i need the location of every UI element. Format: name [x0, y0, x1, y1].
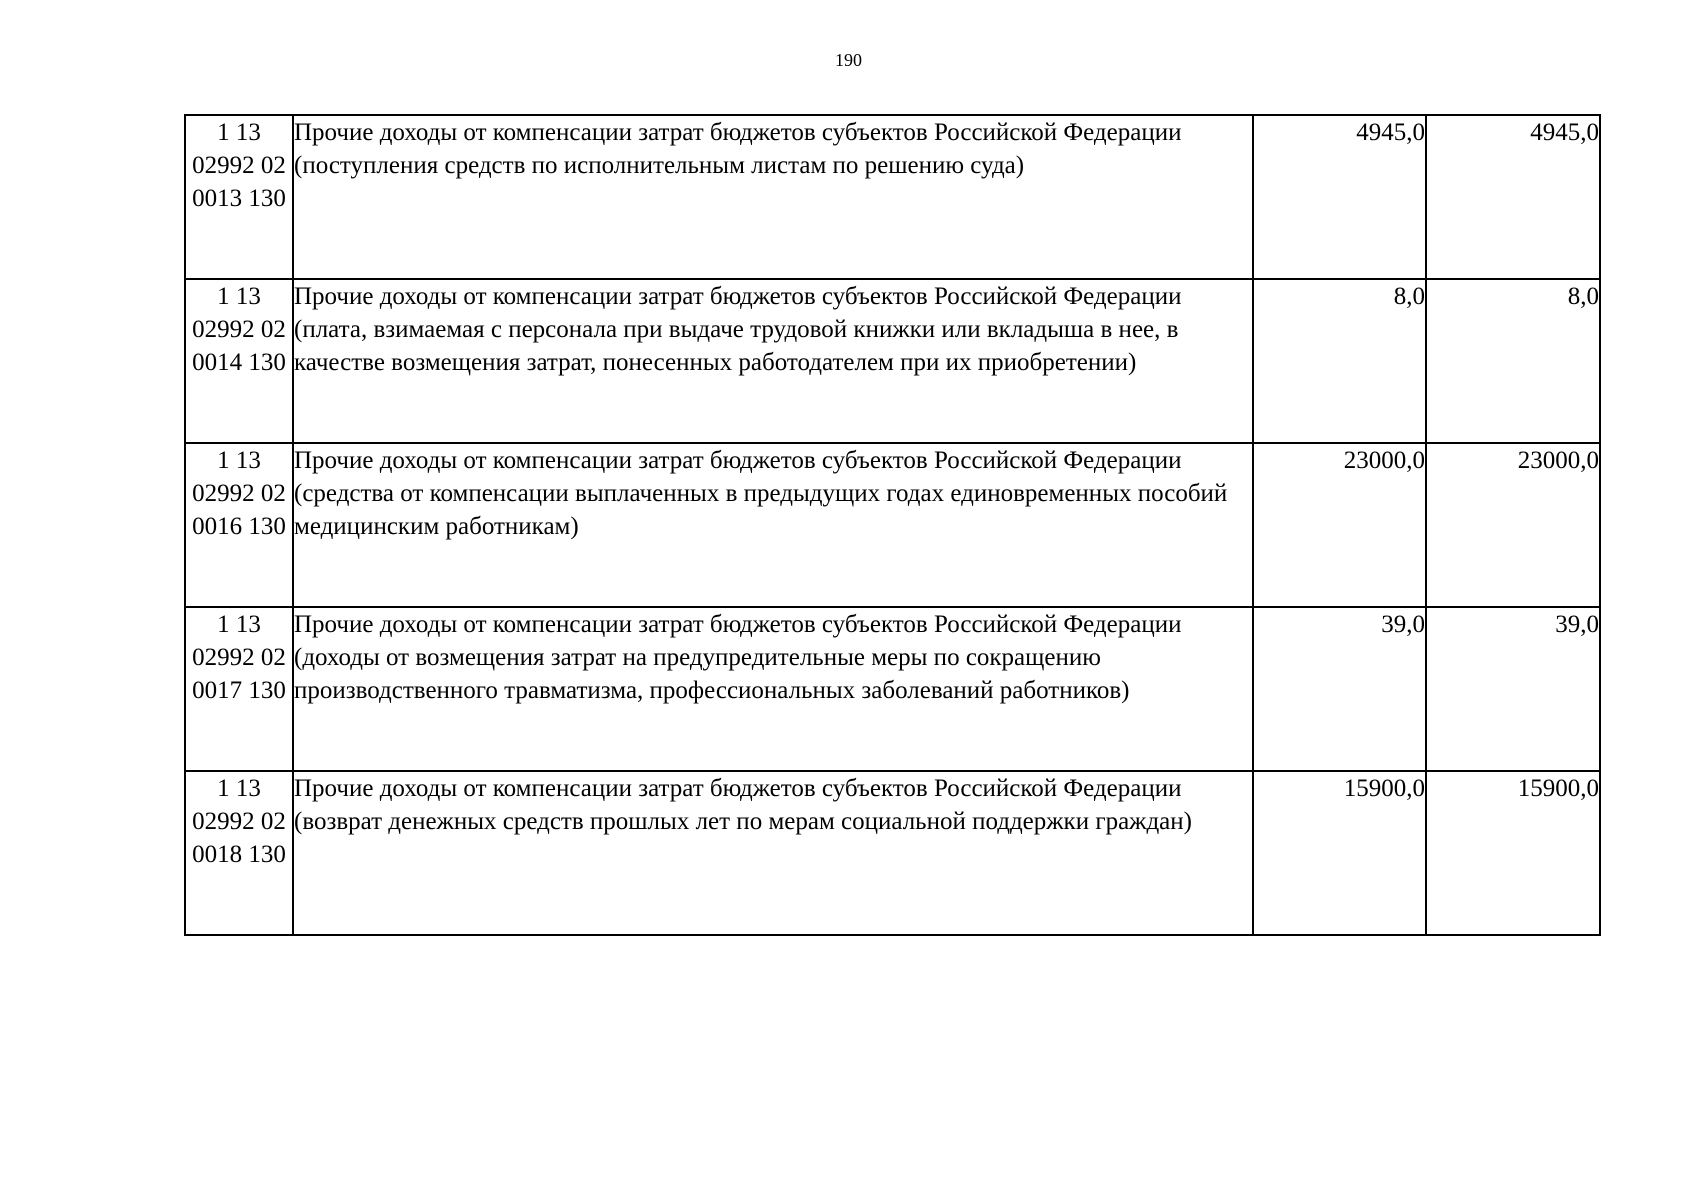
code-line: 02992 02 [192, 152, 286, 179]
code-line: 1 13 [217, 775, 261, 802]
budget-code-cell [185, 443, 293, 607]
code-line: 0018 130 [192, 841, 286, 868]
amount-cell-2: 8,0 [1426, 279, 1600, 443]
description-cell: Прочие доходы от компенсации затрат бюджетов субъектов Российской Федерации (средства от компенсации выплаченных в предыдущих годах единовременных пособий медицинским работникам) [293, 443, 1253, 607]
amount-cell-1: 39,0 [1253, 607, 1426, 771]
revenue-table [184, 114, 1601, 936]
code-line: 0016 130 [192, 513, 286, 540]
amount-cell-1: 4945,0 [1253, 115, 1426, 279]
table-row [185, 443, 1600, 607]
amount-cell-2: 4945,0 [1426, 115, 1600, 279]
table-row [185, 115, 1600, 279]
budget-code-cell [185, 771, 293, 935]
code-line: 02992 02 [192, 808, 286, 835]
description-cell: Прочие доходы от компенсации затрат бюджетов субъектов Российской Федерации (поступления средств по исполнительным листам по решению суда) [293, 115, 1253, 279]
code-line: 0017 130 [192, 677, 286, 704]
budget-code-cell [185, 607, 293, 771]
description-cell: Прочие доходы от компенсации затрат бюджетов субъектов Российской Федерации (доходы от возмещения затрат на предупредительные меры по сокращению производственного травматизма, профессиональных заболеваний работников) [293, 607, 1253, 771]
description-cell: Прочие доходы от компенсации затрат бюджетов субъектов Российской Федерации (плата, взимаемая с персонала при выдаче трудовой книжки или вкладыша в нее, в качестве возмещения затрат, понесенных работодателем при их приобретении) [293, 279, 1253, 443]
code-line: 02992 02 [192, 480, 286, 507]
table-row [185, 771, 1600, 935]
page-number: 190 [835, 50, 862, 70]
code-line: 02992 02 [192, 644, 286, 671]
amount-cell-2: 39,0 [1426, 607, 1600, 771]
code-line: 02992 02 [192, 316, 286, 343]
amount-cell-1: 8,0 [1253, 279, 1426, 443]
amount-cell-2: 23000,0 [1426, 443, 1600, 607]
code-line: 1 13 [217, 119, 261, 146]
budget-code-cell [185, 115, 293, 279]
code-line: 1 13 [217, 283, 261, 310]
code-line: 1 13 [217, 611, 261, 638]
code-line: 0014 130 [192, 349, 286, 376]
budget-code-cell [185, 279, 293, 443]
code-line: 1 13 [217, 447, 261, 474]
amount-cell-2: 15900,0 [1426, 771, 1600, 935]
table-row [185, 279, 1600, 443]
amount-cell-1: 23000,0 [1253, 443, 1426, 607]
description-cell: Прочие доходы от компенсации затрат бюджетов субъектов Российской Федерации (возврат денежных средств прошлых лет по мерам социальной поддержки граждан) [293, 771, 1253, 935]
code-line: 0013 130 [192, 185, 286, 212]
table-row [185, 607, 1600, 771]
amount-cell-1: 15900,0 [1253, 771, 1426, 935]
